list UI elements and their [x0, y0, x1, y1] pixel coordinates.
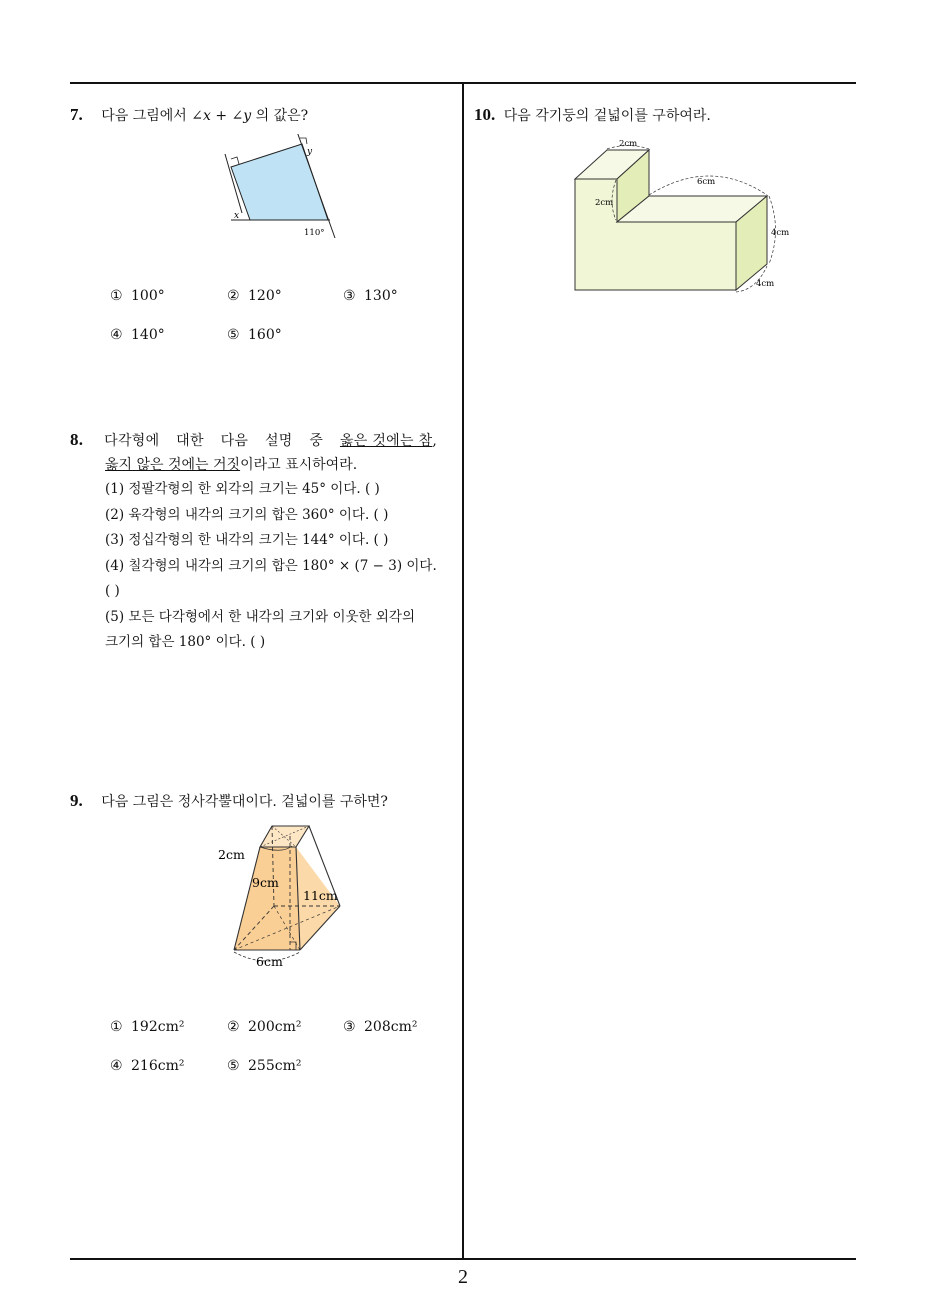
q9-choice-1[interactable]: ① 192cm²: [110, 1019, 185, 1035]
question-number: 9.: [70, 791, 83, 810]
statement-1: (1) 정팔각형의 한 외각의 크기는 45° 이다. ( ): [105, 481, 380, 497]
q9-choice-3[interactable]: ③ 208cm²: [343, 1019, 418, 1035]
label-110: 110°: [304, 228, 325, 238]
column-divider: [462, 82, 464, 1260]
label-y: y: [307, 147, 313, 157]
q7-choice-2[interactable]: ② 120°: [227, 288, 282, 304]
q7-quadrilateral-figure: [220, 134, 350, 244]
q7-choice-3[interactable]: ③ 130°: [343, 288, 398, 304]
statement-5-cont: 크기의 합은 180° 이다. ( ): [105, 634, 266, 650]
q10-prism-figure: [560, 132, 800, 302]
q9-frustum-figure: [212, 820, 352, 970]
page-number: 2: [458, 1266, 468, 1288]
q9-choice-4[interactable]: ④ 216cm²: [110, 1058, 185, 1074]
label-6cm: 6cm: [697, 177, 716, 187]
question-text-suffix: 의 값은?: [251, 108, 309, 124]
question-text: 다음 그림에서: [101, 108, 192, 124]
question-text: 다음 그림은 정사각뿔대이다. 겉넓이를 구하면?: [101, 794, 388, 810]
q9-choice-2[interactable]: ② 200cm²: [227, 1019, 302, 1035]
q7-choice-1[interactable]: ① 100°: [110, 288, 165, 304]
question-number: 10.: [474, 105, 496, 124]
question-9: [70, 789, 460, 814]
label-2cm: 2cm: [218, 847, 245, 862]
question-7: [70, 103, 460, 128]
q9-choice-5[interactable]: ⑤ 255cm²: [227, 1058, 302, 1074]
label-height-4cm: 4cm: [771, 228, 790, 238]
underlined-false: 옳지 않은 것에는 거짓: [105, 457, 241, 473]
statement-2: (2) 육각형의 내각의 크기의 합은 360° 이다. ( ): [105, 506, 389, 523]
question-8: 8. 다각형에 대한 다음 설명 중 옳은 것에는 참, 옳지 않은 것에는 거짓이라고 표시하여라. (1) 정팔각형의 한 외각의 크기는 45° 이다. ( ) (2) 육각형의 내각의 크기의 합은 360° 이다. ( ) (3) 정십각형의 한 내각의 크기는 144° 이다. ( ) (4) 칠각형의 내각의 크기의 합은 180° × (7 − 3) 이다. ( ) (5) 모든 다각형에서 한 내각의 크기와 이웃한 외각의 크기의 합은 180° 이다. ( ): [70, 428, 458, 656]
statement-5: (5) 모든 다각형에서 한 내각의 크기와 이웃한 외각의: [105, 608, 415, 625]
label-9cm: 9cm: [252, 875, 279, 890]
bottom-rule: [70, 1258, 856, 1260]
question-math: ∠x + ∠y: [191, 108, 252, 124]
label-top-2cm: 2cm: [619, 139, 638, 149]
q7-choice-5[interactable]: ⑤ 160°: [227, 327, 282, 343]
question-text: 다음 각기둥의 겉넓이를 구하여라.: [503, 108, 711, 124]
statement-4-blank: ( ): [105, 583, 120, 599]
question-number: 7.: [70, 105, 83, 124]
label-6cm: 6cm: [256, 954, 283, 969]
label-step-2cm: 2cm: [595, 198, 614, 208]
label-11cm: 11cm: [303, 888, 338, 903]
statement-4: (4) 칠각형의 내각의 크기의 합은 180° × (7 − 3) 이다.: [105, 557, 437, 574]
underlined-true: 옳은 것에는 참: [339, 433, 433, 449]
label-x: x: [234, 211, 240, 221]
statement-3: (3) 정십각형의 한 내각의 크기는 144° 이다. ( ): [105, 532, 389, 548]
quadrilateral: [231, 144, 328, 220]
question-number: 8.: [70, 430, 84, 449]
question-10: [474, 103, 854, 128]
label-depth-4cm: 4cm: [756, 279, 775, 289]
q7-choice-4[interactable]: ④ 140°: [110, 327, 165, 343]
